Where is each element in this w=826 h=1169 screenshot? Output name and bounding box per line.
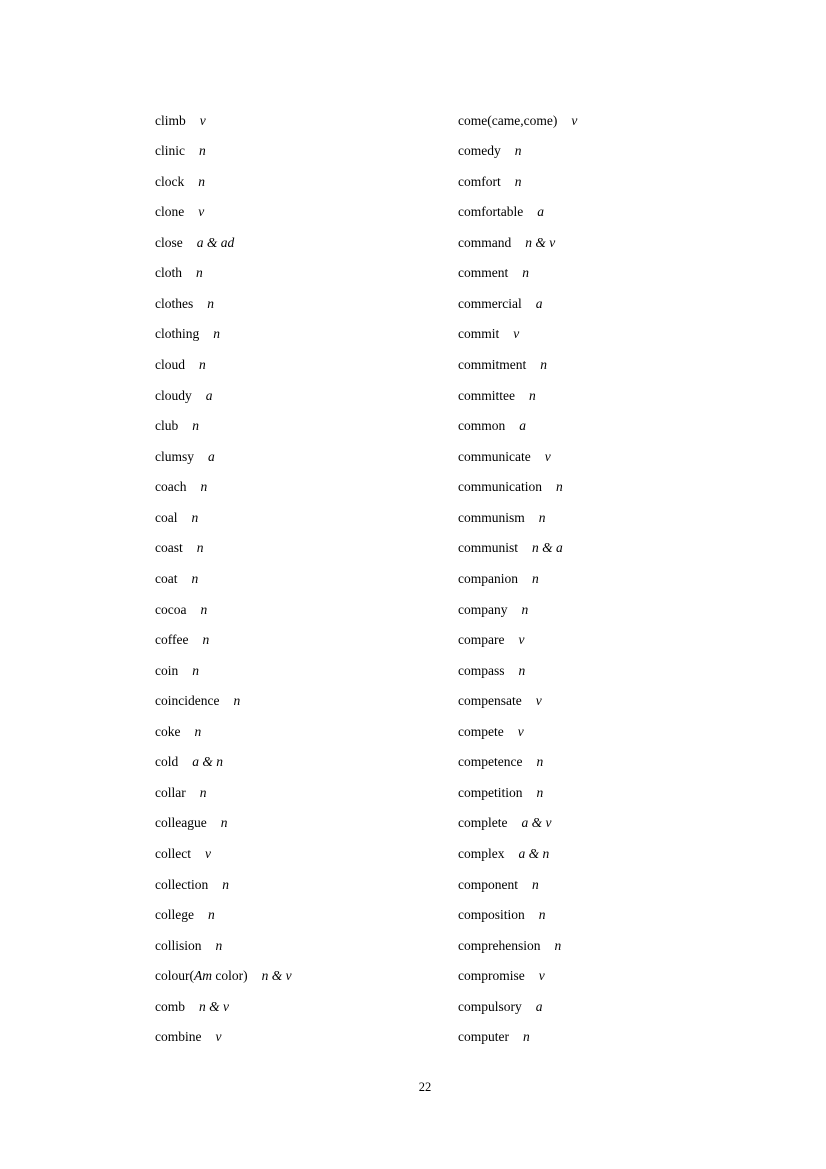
pos-tag: n & v [261, 968, 292, 984]
pos-tag: n [220, 815, 228, 831]
pos-tag: n [554, 937, 562, 953]
pos-tag: a [205, 387, 213, 403]
word-entry [155, 197, 292, 228]
word-column-right [458, 105, 577, 1052]
pos-tag: n [207, 907, 215, 923]
pos-tag: n [213, 326, 220, 342]
pos-tag: n [514, 173, 522, 189]
word-entry [458, 777, 577, 808]
word-entry [155, 747, 292, 778]
word-text: competition [458, 784, 523, 800]
word-text: communicate [458, 448, 531, 464]
word-text: competence [458, 754, 523, 770]
pos-tag: n [215, 937, 223, 953]
pos-tag: n [532, 570, 539, 586]
pos-tag: n & v [199, 998, 229, 1014]
word-text: coke [155, 723, 181, 739]
word-text: clone [155, 204, 185, 220]
word-text: coach [155, 479, 187, 495]
word-entry [155, 686, 292, 717]
word-text: common [458, 418, 506, 434]
pos-tag: a & ad [196, 234, 235, 250]
word-text: come(came,come) [458, 112, 558, 128]
word-entry [458, 197, 577, 228]
word-entry [458, 227, 577, 258]
word-text: comb [155, 998, 185, 1014]
pos-tag: v [513, 326, 520, 342]
word-entry [155, 808, 292, 839]
word-entry [155, 288, 292, 319]
word-entry [155, 1022, 292, 1053]
word-text: compensate [458, 693, 522, 709]
pos-tag: v [518, 632, 525, 648]
pos-tag: a [519, 418, 526, 434]
word-text: communist [458, 540, 518, 556]
word-text: collect [155, 846, 191, 862]
pos-tag: v [215, 1029, 222, 1045]
word-entry [155, 227, 292, 258]
word-entry [458, 258, 577, 289]
pos-tag: n & a [532, 540, 563, 556]
word-entry [458, 900, 577, 931]
pos-tag: n [538, 509, 546, 525]
pos-tag: v [538, 968, 545, 984]
pos-tag: n [192, 418, 199, 434]
word-text: colleague [155, 815, 207, 831]
word-entry [155, 930, 292, 961]
word-text-italic-part: Am [193, 968, 212, 984]
word-entry [155, 380, 292, 411]
word-text: comfortable [458, 204, 524, 220]
word-text: communication [458, 479, 542, 495]
word-text: committee [458, 387, 515, 403]
word-entry [458, 747, 577, 778]
pos-tag: n [222, 876, 229, 892]
pos-tag: n [532, 876, 539, 892]
word-text: close [155, 234, 183, 250]
word-text: companion [458, 570, 518, 586]
pos-tag: v [517, 723, 524, 739]
word-entry [458, 380, 577, 411]
word-entry [155, 991, 292, 1022]
word-entry [155, 563, 292, 594]
pos-tag: n [200, 601, 208, 617]
word-text: composition [458, 907, 525, 923]
word-text: clock [155, 173, 185, 189]
word-column-left [155, 105, 292, 1052]
pos-tag: n [514, 143, 522, 159]
word-entry [155, 655, 292, 686]
word-entry [155, 166, 292, 197]
word-text: clothing [155, 326, 200, 342]
word-entry [155, 136, 292, 167]
pos-tag: n [191, 509, 199, 525]
word-text: commercial [458, 295, 522, 311]
word-entry [458, 502, 577, 533]
word-text: club [155, 418, 179, 434]
word-entry [155, 472, 292, 503]
pos-tag: a [208, 448, 215, 464]
pos-tag: a [535, 998, 543, 1014]
word-text: colour(Am color) [155, 968, 248, 984]
word-entry [155, 105, 292, 136]
pos-tag: n [192, 662, 199, 678]
word-entry [458, 136, 577, 167]
word-text: complex [458, 846, 505, 862]
word-text: commit [458, 326, 500, 342]
word-entry [458, 563, 577, 594]
word-text: comfort [458, 173, 501, 189]
word-entry [458, 594, 577, 625]
pos-tag: v [571, 112, 578, 128]
pos-tag: v [544, 448, 551, 464]
pos-tag: n [521, 601, 529, 617]
word-entry [155, 594, 292, 625]
pos-tag: a & v [521, 815, 552, 831]
word-entry [155, 961, 292, 992]
word-text: commitment [458, 357, 527, 373]
word-text: cloudy [155, 387, 192, 403]
pos-tag: n [233, 693, 241, 709]
pos-tag: n [199, 784, 207, 800]
word-text: compromise [458, 968, 525, 984]
word-entry [155, 900, 292, 931]
word-text: cold [155, 754, 179, 770]
word-entry [458, 686, 577, 717]
pos-tag: n [194, 723, 202, 739]
word-entry [458, 716, 577, 747]
word-text: coast [155, 540, 183, 556]
pos-tag: a [535, 295, 543, 311]
word-entry [155, 869, 292, 900]
word-entry [458, 166, 577, 197]
word-text: command [458, 234, 512, 250]
pos-tag: v [535, 693, 542, 709]
pos-tag: a & n [192, 754, 224, 770]
word-text: coal [155, 509, 178, 525]
word-text: collection [155, 876, 209, 892]
word-entry [458, 350, 577, 381]
pos-tag: v [204, 846, 211, 862]
word-text: coffee [155, 632, 189, 648]
pos-tag: n [528, 387, 536, 403]
word-text: complete [458, 815, 508, 831]
word-text: coincidence [155, 693, 220, 709]
word-entry [458, 411, 577, 442]
word-text: comment [458, 265, 509, 281]
word-text: compass [458, 662, 505, 678]
word-text: company [458, 601, 508, 617]
word-entry [155, 411, 292, 442]
word-entry [155, 533, 292, 564]
word-entry [458, 991, 577, 1022]
word-entry [155, 625, 292, 656]
word-text: computer [458, 1029, 509, 1045]
pos-tag: n [538, 907, 546, 923]
word-text: compare [458, 632, 505, 648]
word-entry [458, 288, 577, 319]
pos-tag: n [196, 265, 203, 281]
pos-tag: n [540, 357, 547, 373]
word-entry [458, 625, 577, 656]
word-text: climb [155, 112, 186, 128]
word-entry [155, 319, 292, 350]
pos-tag: n [200, 479, 208, 495]
word-text: coat [155, 570, 178, 586]
pos-tag: v [198, 204, 205, 220]
pos-tag: n & v [525, 234, 556, 250]
pos-tag: n [518, 662, 526, 678]
word-text: communism [458, 509, 525, 525]
page-number: 22 [418, 1080, 432, 1094]
word-text: component [458, 876, 518, 892]
word-text: clumsy [155, 448, 194, 464]
word-text: clothes [155, 295, 194, 311]
word-entry [155, 350, 292, 381]
word-text: coin [155, 662, 179, 678]
word-text: cloth [155, 265, 182, 281]
word-entry [155, 777, 292, 808]
pos-tag: n [199, 357, 206, 373]
pos-tag: n [191, 570, 199, 586]
word-entry [458, 1022, 577, 1053]
pos-tag: n [207, 295, 214, 311]
word-text: cocoa [155, 601, 187, 617]
word-text: collision [155, 937, 202, 953]
word-text: compete [458, 723, 504, 739]
word-entry [458, 961, 577, 992]
word-entry [458, 839, 577, 870]
word-entry [458, 655, 577, 686]
pos-tag: n [536, 754, 544, 770]
pos-tag: n [196, 540, 204, 556]
pos-tag: n [202, 632, 210, 648]
word-entry [458, 533, 577, 564]
word-entry [155, 441, 292, 472]
word-text: combine [155, 1029, 202, 1045]
pos-tag: n [555, 479, 563, 495]
word-entry [458, 869, 577, 900]
word-entry [458, 930, 577, 961]
pos-tag: n [522, 1029, 530, 1045]
word-entry [155, 258, 292, 289]
pos-tag: n [522, 265, 529, 281]
pos-tag: a [537, 204, 544, 220]
word-entry [458, 472, 577, 503]
word-text: comprehension [458, 937, 541, 953]
word-text: compulsory [458, 998, 522, 1014]
pos-tag: n [199, 143, 206, 159]
word-entry [155, 716, 292, 747]
word-entry [155, 502, 292, 533]
word-entry [458, 319, 577, 350]
word-text: collar [155, 784, 186, 800]
pos-tag: n [198, 173, 205, 189]
word-text: clinic [155, 143, 185, 159]
word-entry [458, 808, 577, 839]
word-entry [155, 839, 292, 870]
word-entry [458, 105, 577, 136]
word-text: cloud [155, 357, 185, 373]
pos-tag: a & n [518, 846, 550, 862]
word-text: college [155, 907, 194, 923]
word-entry [458, 441, 577, 472]
word-text: comedy [458, 143, 501, 159]
pos-tag: v [199, 112, 206, 128]
pos-tag: n [536, 784, 544, 800]
